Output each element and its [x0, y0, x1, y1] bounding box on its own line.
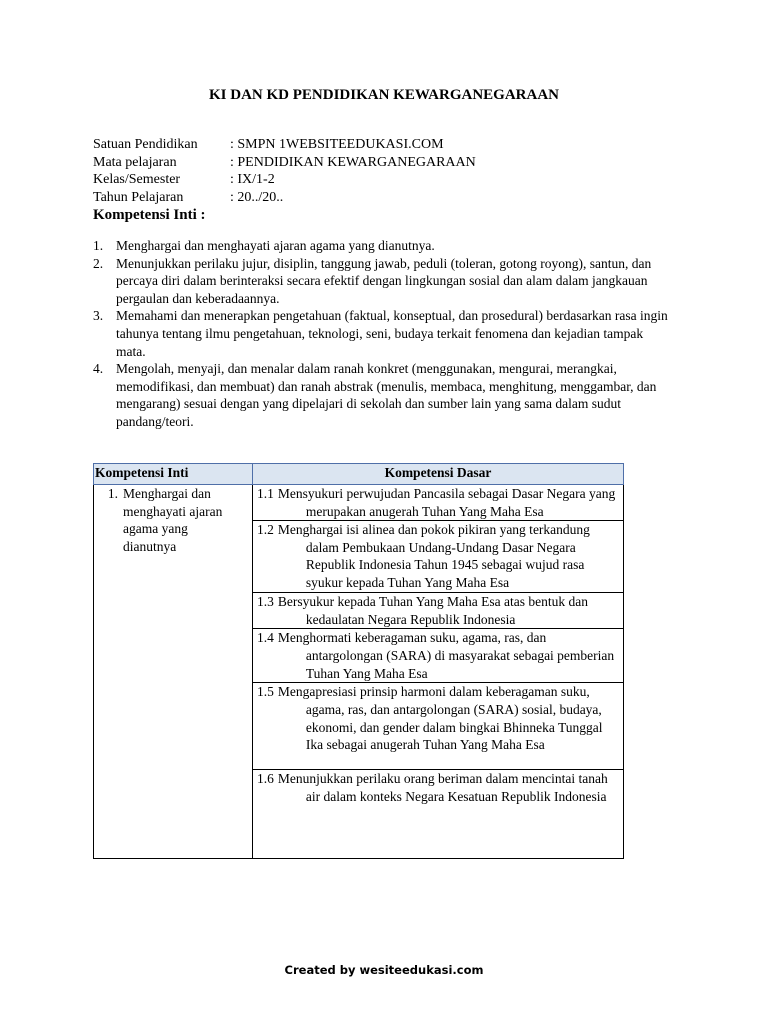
kd-number: 1.6 [257, 771, 274, 787]
kd-text: Mensyukuri perwujudan Pancasila sebagai Dasar Negara yang merupakan anugerah Tuhan Yang Maha Esa [277, 486, 616, 519]
ki-number: 4. [93, 361, 104, 377]
meta-row-kelas [93, 171, 476, 189]
kd-number: 1.2 [257, 522, 274, 538]
ki-list-item [93, 360, 673, 430]
meta-value: : PENDIDIKAN KEWARGANEGARAAN [230, 154, 476, 170]
meta-key: Kelas/Semester [93, 172, 181, 187]
ki-cell-number: 1. [107, 486, 118, 501]
ki-cell-text: Menghargai dan menghayati ajaran agama yang dianutnya [123, 486, 223, 554]
ki-number: 3. [93, 308, 104, 324]
ki-cell [94, 485, 253, 859]
meta-key: Mata pelajaran [93, 154, 177, 170]
kd-number: 1.4 [257, 630, 274, 646]
kd-text: Mengapresiasi prinsip harmoni dalam keberagaman suku, agama, ras, dan antargolongan (SARA) sosial, budaya, ekonomi, dan gender dalam bingkai Bhinneka Tunggal Ika sebagai anugerah Tuhan Yang Maha Esa [277, 684, 603, 753]
table-header-row [94, 464, 624, 485]
ki-number: 2. [93, 255, 104, 271]
table-row [94, 485, 624, 521]
ki-heading: Kompetensi Inti : [93, 207, 206, 223]
column-header-kd: Kompetensi Dasar [253, 464, 624, 485]
ki-number: 1. [93, 238, 104, 253]
kd-text: Menunjukkan perilaku orang beriman dalam mencintai tanah air dalam konteks Negara Kesatuan Republik Indonesia [277, 771, 608, 804]
kd-cell [253, 593, 624, 629]
column-header-ki: Kompetensi Inti [94, 464, 253, 485]
meta-value: : IX/1-2 [230, 172, 275, 187]
ki-list-item [93, 237, 673, 255]
ki-list [93, 237, 673, 431]
kd-text: Menghargai isi alinea dan pokok pikiran yang terkandung dalam Pembukaan Undang-Undang Dasar Negara Republik Indonesia Tahun 1945 sebagai wujud rasa syukur kepada Tuhan Yang Maha Esa [277, 522, 590, 590]
kd-cell [253, 521, 624, 593]
ki-text: Menunjukkan perilaku jujur, disiplin, tanggung jawab, peduli (toleran, gotong royong), santun, dan percaya diri dalam berinteraksi secara efektif dengan lingkungan sosial dan alam dalam jangkauan pergaulan dan keberadaannya. [116, 255, 652, 306]
ki-list-item [93, 307, 673, 360]
kd-cell [253, 683, 624, 770]
meta-row-tahun [93, 189, 476, 207]
meta-key: Satuan Pendidikan [93, 137, 198, 152]
meta-row-satuan [93, 136, 476, 154]
ki-text: Menghargai dan menghayati ajaran agama yang dianutnya. [116, 238, 435, 253]
document-meta [93, 136, 476, 206]
ki-text: Memahami dan menerapkan pengetahuan (faktual, konseptual, dan prosedural) berdasarkan rasa ingin tahunya tentang ilmu pengetahuan, teknologi, seni, budaya terkait fenomena dan kejadian tampak mata. [116, 308, 668, 359]
kd-cell [253, 485, 624, 521]
kd-cell [253, 770, 624, 859]
meta-row-mapel [93, 154, 476, 172]
footer-credit: Created by wesiteedukasi.com [284, 963, 484, 977]
meta-key: Tahun Pelajaran [93, 189, 184, 205]
meta-value: : 20../20.. [230, 189, 284, 205]
kd-number: 1.3 [257, 594, 274, 610]
kd-cell [253, 629, 624, 683]
kd-text: Bersyukur kepada Tuhan Yang Maha Esa atas bentuk dan kedaulatan Negara Republik Indonesia [277, 594, 588, 627]
meta-value: : SMPN 1WEBSITEEDUKASI.COM [230, 137, 444, 152]
page-title: KI DAN KD PENDIDIKAN KEWARGANEGARAAN [208, 87, 560, 103]
ki-list-item [93, 255, 673, 308]
kompetensi-table [93, 463, 624, 859]
kd-text: Menghormati keberagaman suku, agama, ras, dan antargolongan (SARA) di masyarakat sebagai pemberian Tuhan Yang Maha Esa [277, 630, 615, 681]
kd-number: 1.5 [257, 684, 274, 700]
kd-number: 1.1 [257, 486, 274, 501]
ki-text: Mengolah, menyaji, dan menalar dalam ranah konkret (menggunakan, mengurai, merangkai, memodifikasi, dan membuat) dan ranah abstrak (menulis, membaca, menghitung, menggambar, dan mengarang) sesuai dengan yang dipelajari di sekolah dan sumber lain yang sama dalam sudut pandang/teori. [116, 361, 657, 429]
